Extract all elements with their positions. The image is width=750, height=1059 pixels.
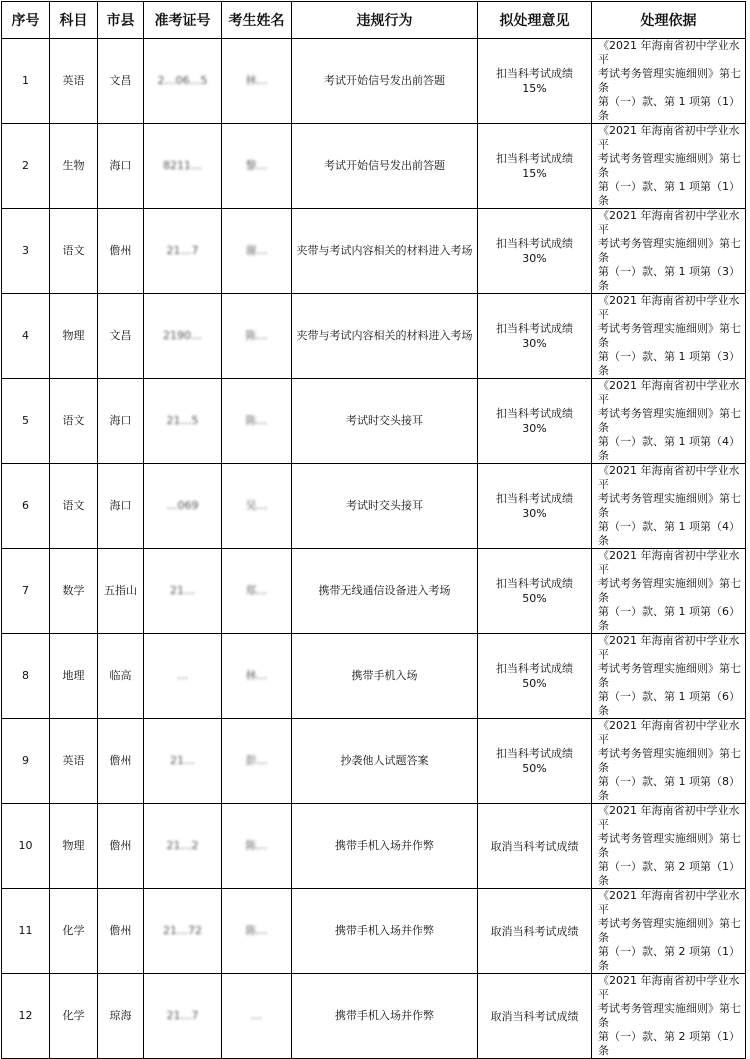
header-exam-id: 准考证号 xyxy=(144,2,222,39)
opinion-cell xyxy=(478,889,592,974)
table-row xyxy=(2,889,746,974)
city-cell: 海口 xyxy=(98,379,144,464)
basis-cell xyxy=(592,39,746,124)
subject-cell: 语文 xyxy=(50,464,98,549)
opinion-line-2: 30% xyxy=(522,422,547,435)
basis-cell xyxy=(592,719,746,804)
exam-id-cell: 21…2 xyxy=(144,804,222,889)
student-name-cell: 郑… xyxy=(222,549,292,634)
basis-line-2: 考试考务管理实施细则》第七条 xyxy=(598,67,741,94)
subject-cell: 地理 xyxy=(50,634,98,719)
violation-cell: 携带手机入场并作弊 xyxy=(292,804,478,889)
opinion-line-1: 扣当科考试成绩 xyxy=(496,577,573,590)
header-basis: 处理依据 xyxy=(592,2,746,39)
exam-id-cell: 8211… xyxy=(144,124,222,209)
basis-cell xyxy=(592,804,746,889)
row-number: 5 xyxy=(2,379,50,464)
row-number: 10 xyxy=(2,804,50,889)
basis-line-2: 考试考务管理实施细则》第七条 xyxy=(598,322,741,349)
violations-table xyxy=(1,1,746,1059)
basis-line-1: 《2021 年海南省初中学业水平 xyxy=(598,634,740,661)
opinion-cell xyxy=(478,719,592,804)
basis-cell xyxy=(592,209,746,294)
header-no: 序号 xyxy=(2,2,50,39)
subject-cell: 物理 xyxy=(50,804,98,889)
basis-line-3: 第（一）款、第 1 项第（6）条 xyxy=(598,605,740,632)
opinion-line-2: 50% xyxy=(522,762,547,775)
basis-line-1: 《2021 年海南省初中学业水平 xyxy=(598,209,740,236)
subject-cell: 化学 xyxy=(50,974,98,1059)
basis-line-1: 《2021 年海南省初中学业水平 xyxy=(598,379,740,406)
basis-line-1: 《2021 年海南省初中学业水平 xyxy=(598,39,740,66)
basis-line-1: 《2021 年海南省初中学业水平 xyxy=(598,549,740,576)
basis-line-3: 第（一）款、第 1 项第（4）条 xyxy=(598,520,740,547)
opinion-line-1: 扣当科考试成绩 xyxy=(496,662,573,675)
basis-cell xyxy=(592,124,746,209)
basis-line-1: 《2021 年海南省初中学业水平 xyxy=(598,294,740,321)
table-row xyxy=(2,379,746,464)
exam-id-cell: 2190… xyxy=(144,294,222,379)
city-cell: 文昌 xyxy=(98,39,144,124)
row-number: 12 xyxy=(2,974,50,1059)
basis-line-3: 第（一）款、第 1 项第（4）条 xyxy=(598,435,740,462)
opinion-line-2: 15% xyxy=(522,82,547,95)
exam-id-cell: 2…06…5 xyxy=(144,39,222,124)
basis-cell xyxy=(592,889,746,974)
basis-line-2: 考试考务管理实施细则》第七条 xyxy=(598,1002,741,1029)
subject-cell: 物理 xyxy=(50,294,98,379)
header-subject: 科目 xyxy=(50,2,98,39)
basis-line-2: 考试考务管理实施细则》第七条 xyxy=(598,747,741,774)
student-name-cell: 陈… xyxy=(222,889,292,974)
opinion-cell xyxy=(478,634,592,719)
table-row xyxy=(2,719,746,804)
subject-cell: 语文 xyxy=(50,379,98,464)
violation-cell: 携带手机入场并作弊 xyxy=(292,974,478,1059)
violation-cell: 考试时交头接耳 xyxy=(292,464,478,549)
student-name-cell: 彭… xyxy=(222,719,292,804)
city-cell: 琼海 xyxy=(98,974,144,1059)
table-row xyxy=(2,974,746,1059)
opinion-line-2: 50% xyxy=(522,592,547,605)
student-name-cell: 陈… xyxy=(222,804,292,889)
city-cell: 海口 xyxy=(98,464,144,549)
exam-id-cell: 21… xyxy=(144,719,222,804)
violation-cell: 携带无线通信设备进入考场 xyxy=(292,549,478,634)
table-row xyxy=(2,39,746,124)
opinion-cell xyxy=(478,464,592,549)
basis-line-1: 《2021 年海南省初中学业水平 xyxy=(598,889,740,916)
violation-cell: 抄袭他人试题答案 xyxy=(292,719,478,804)
opinion-line-2: 50% xyxy=(522,677,547,690)
basis-line-3: 第（一）款、第 1 项第（3）条 xyxy=(598,350,740,377)
basis-line-2: 考试考务管理实施细则》第七条 xyxy=(598,577,741,604)
subject-cell: 生物 xyxy=(50,124,98,209)
basis-line-1: 《2021 年海南省初中学业水平 xyxy=(598,719,740,746)
subject-cell: 英语 xyxy=(50,39,98,124)
opinion-cell xyxy=(478,379,592,464)
exam-id-cell: 21…72 xyxy=(144,889,222,974)
opinion-cell xyxy=(478,124,592,209)
opinion-cell xyxy=(478,294,592,379)
subject-cell: 化学 xyxy=(50,889,98,974)
row-number: 4 xyxy=(2,294,50,379)
row-number: 8 xyxy=(2,634,50,719)
opinion-line-2: 15% xyxy=(522,167,547,180)
basis-line-3: 第（一）款、第 1 项第（3）条 xyxy=(598,265,740,292)
basis-line-2: 考试考务管理实施细则》第七条 xyxy=(598,832,741,859)
basis-line-1: 《2021 年海南省初中学业水平 xyxy=(598,974,740,1001)
student-name-cell: 林… xyxy=(222,39,292,124)
student-name-cell: 林… xyxy=(222,634,292,719)
basis-line-3: 第（一）款、第 2 项第（1）条 xyxy=(598,1030,740,1057)
opinion-line-1: 扣当科考试成绩 xyxy=(496,237,573,250)
opinion-line-1: 扣当科考试成绩 xyxy=(496,152,573,165)
opinion-line-1: 取消当科考试成绩 xyxy=(490,924,579,938)
row-number: 11 xyxy=(2,889,50,974)
header-name: 考生姓名 xyxy=(222,2,292,39)
opinion-cell xyxy=(478,974,592,1059)
basis-line-1: 《2021 年海南省初中学业水平 xyxy=(598,124,740,151)
opinion-cell xyxy=(478,804,592,889)
basis-line-3: 第（一）款、第 1 项第（8）条 xyxy=(598,775,740,802)
city-cell: 儋州 xyxy=(98,719,144,804)
row-number: 1 xyxy=(2,39,50,124)
table-row xyxy=(2,804,746,889)
basis-cell xyxy=(592,379,746,464)
header-violation: 违规行为 xyxy=(292,2,478,39)
table-row xyxy=(2,464,746,549)
opinion-cell xyxy=(478,39,592,124)
basis-line-2: 考试考务管理实施细则》第七条 xyxy=(598,662,741,689)
basis-line-1: 《2021 年海南省初中学业水平 xyxy=(598,804,740,831)
subject-cell: 数学 xyxy=(50,549,98,634)
student-name-cell: 陈… xyxy=(222,379,292,464)
opinion-line-2: 30% xyxy=(522,337,547,350)
basis-cell xyxy=(592,634,746,719)
basis-line-3: 第（一）款、第 2 项第（1）条 xyxy=(598,860,740,887)
row-number: 6 xyxy=(2,464,50,549)
opinion-line-1: 扣当科考试成绩 xyxy=(496,407,573,420)
basis-line-3: 第（一）款、第 2 项第（1）条 xyxy=(598,945,740,972)
exam-id-cell: 21…7 xyxy=(144,974,222,1059)
student-name-cell: 谢… xyxy=(222,209,292,294)
city-cell: 儋州 xyxy=(98,209,144,294)
row-number: 3 xyxy=(2,209,50,294)
row-number: 9 xyxy=(2,719,50,804)
row-number: 2 xyxy=(2,124,50,209)
basis-line-2: 考试考务管理实施细则》第七条 xyxy=(598,492,741,519)
header-row xyxy=(2,2,746,39)
city-cell: 临高 xyxy=(98,634,144,719)
violation-cell: 考试开始信号发出前答题 xyxy=(292,39,478,124)
opinion-line-1: 取消当科考试成绩 xyxy=(490,1009,579,1023)
opinion-cell xyxy=(478,209,592,294)
basis-line-3: 第（一）款、第 1 项第（6）条 xyxy=(598,690,740,717)
exam-id-cell: 21…5 xyxy=(144,379,222,464)
opinion-line-1: 扣当科考试成绩 xyxy=(496,322,573,335)
opinion-line-1: 扣当科考试成绩 xyxy=(496,492,573,505)
violation-cell: 夹带与考试内容相关的材料进入考场 xyxy=(292,294,478,379)
opinion-line-1: 取消当科考试成绩 xyxy=(490,839,579,853)
basis-line-2: 考试考务管理实施细则》第七条 xyxy=(598,152,741,179)
opinion-line-1: 扣当科考试成绩 xyxy=(496,67,573,80)
city-cell: 儋州 xyxy=(98,889,144,974)
basis-cell xyxy=(592,464,746,549)
city-cell: 文昌 xyxy=(98,294,144,379)
subject-cell: 英语 xyxy=(50,719,98,804)
student-name-cell: 黎… xyxy=(222,124,292,209)
student-name-cell: 陈… xyxy=(222,294,292,379)
violation-cell: 携带手机入场 xyxy=(292,634,478,719)
city-cell: 五指山 xyxy=(98,549,144,634)
exam-id-cell: … xyxy=(144,634,222,719)
violation-cell: 携带手机入场并作弊 xyxy=(292,889,478,974)
violation-cell: 夹带与考试内容相关的材料进入考场 xyxy=(292,209,478,294)
violation-cell: 考试时交头接耳 xyxy=(292,379,478,464)
student-name-cell: 吴… xyxy=(222,464,292,549)
basis-cell xyxy=(592,294,746,379)
row-number: 7 xyxy=(2,549,50,634)
header-city: 市县 xyxy=(98,2,144,39)
exam-id-cell: 21… xyxy=(144,549,222,634)
exam-id-cell: …069 xyxy=(144,464,222,549)
table-row xyxy=(2,124,746,209)
basis-line-2: 考试考务管理实施细则》第七条 xyxy=(598,407,741,434)
exam-id-cell: 21…7 xyxy=(144,209,222,294)
basis-line-1: 《2021 年海南省初中学业水平 xyxy=(598,464,740,491)
basis-line-3: 第（一）款、第 1 项第（1）条 xyxy=(598,180,740,207)
city-cell: 儋州 xyxy=(98,804,144,889)
table-row xyxy=(2,209,746,294)
opinion-line-2: 30% xyxy=(522,507,547,520)
table-row xyxy=(2,634,746,719)
basis-line-2: 考试考务管理实施细则》第七条 xyxy=(598,917,741,944)
basis-cell xyxy=(592,974,746,1059)
violation-cell: 考试开始信号发出前答题 xyxy=(292,124,478,209)
student-name-cell: … xyxy=(222,974,292,1059)
city-cell: 海口 xyxy=(98,124,144,209)
basis-line-3: 第（一）款、第 1 项第（1）条 xyxy=(598,95,740,122)
basis-line-2: 考试考务管理实施细则》第七条 xyxy=(598,237,741,264)
opinion-line-1: 扣当科考试成绩 xyxy=(496,747,573,760)
table-row xyxy=(2,294,746,379)
opinion-line-2: 30% xyxy=(522,252,547,265)
subject-cell: 语文 xyxy=(50,209,98,294)
header-opinion: 拟处理意见 xyxy=(478,2,592,39)
